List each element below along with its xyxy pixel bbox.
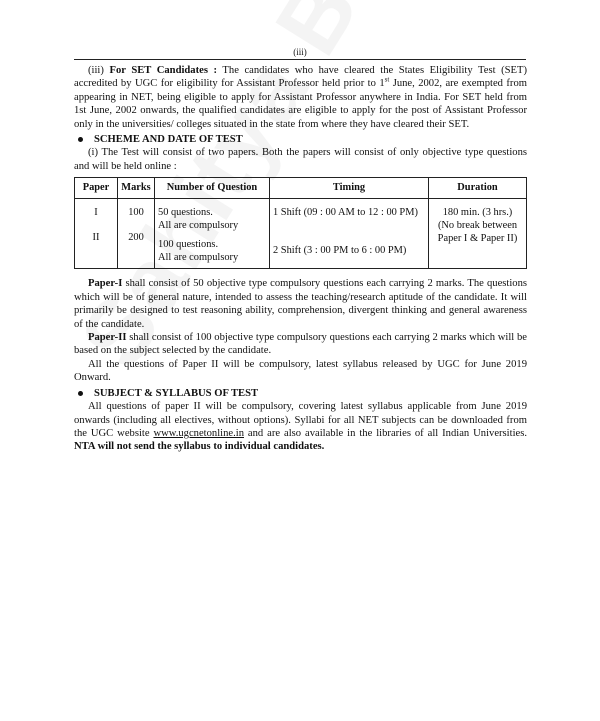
duration-cell (429, 199, 527, 269)
questions-value: 50 questions. (158, 207, 213, 219)
questions-note: All are compulsory (158, 220, 239, 232)
subject-paragraph (74, 400, 527, 454)
col-header-marks: Marks (118, 178, 155, 199)
set-paragraph (74, 64, 527, 131)
set-text-a: The candidates who have cleared the States Eligibility Test (SET) accredited by UGC for eligibility for Assistant Professor held prior to 1 (74, 65, 527, 90)
syllabus-note: All the questions of Paper II will be compulsory, latest syllabus released by UGC for June 2019 Onward. (74, 358, 527, 384)
set-sup: st (384, 75, 390, 84)
scheme-heading (74, 133, 527, 146)
duration-value: 180 min. (3 hrs.) (442, 207, 513, 219)
subject-heading (74, 387, 527, 400)
table-header-row (75, 178, 527, 199)
col-header-timing: Timing (270, 178, 429, 199)
col-header-duration: Duration (429, 178, 527, 199)
subject-text-b: and are also available in the libraries of all Indian Universities. (244, 427, 527, 439)
timing-value: 2 Shift (3 : 00 PM to 6 : 00 PM) (273, 245, 407, 257)
subject-text-a: All questions of paper II will be compulsory, covering latest syllabus applicable from June 2019 onwards (including all electives, without options). Syllabi for all NET subjects can be downloaded from the UGC website (74, 401, 527, 439)
paper2-label: Paper-II (88, 332, 127, 344)
paper-value: I (94, 207, 98, 219)
paper2-paragraph (74, 331, 527, 358)
scheme-intro: (i) The Test will consist of two papers. Both the papers will consist of only objective type questions and will be held online : (74, 147, 527, 172)
marks-value: 100 (128, 207, 144, 219)
bullet-icon (78, 137, 83, 142)
set-lead: (iii) (88, 65, 110, 76)
page-content (74, 64, 527, 454)
page-number: (iii) (293, 47, 307, 57)
questions-value: 100 questions. (158, 238, 219, 250)
duration-note: (No break between (437, 220, 518, 232)
scheme-heading-text: SCHEME AND DATE OF TEST (94, 134, 243, 146)
scheme-table (74, 177, 527, 269)
table-row (75, 199, 527, 269)
subject-heading-text: SUBJECT & SYLLABUS OF TEST (94, 387, 259, 399)
paper-value: II (92, 232, 100, 244)
questions-cell (155, 199, 270, 269)
paper1-text: shall consist of 50 objective type compulsory questions each carrying 2 marks. The questions which will be of general nature, intended to assess the teaching/research aptitude of the candidate. It will primarily be designed to test reasoning ability, comprehension, divergent thinking and general awareness of the candidate. (74, 278, 527, 330)
header-rule (74, 59, 526, 60)
paper1-label: Paper-I (88, 278, 123, 290)
duration-note: Paper I & Paper II) (437, 232, 518, 244)
col-header-paper: Paper (75, 178, 118, 199)
col-header-questions: Number of Question (155, 178, 270, 199)
marks-cell (118, 199, 155, 269)
timing-value: 1 Shift (09 : 00 AM to 12 : 00 PM) (273, 207, 418, 219)
bullet-icon (78, 391, 83, 396)
paper-cell (75, 199, 118, 269)
subject-bold-note: NTA will not send the syllabus to individual candidates. (74, 441, 325, 453)
set-title: For SET Candidates : (109, 65, 218, 76)
paper2-text: shall consist of 100 objective type compulsory questions each carrying 2 marks which will be based on the subject selected by the candidate. (74, 332, 527, 357)
marks-value: 200 (128, 232, 144, 244)
timing-cell (270, 199, 429, 269)
questions-note: All are compulsory (158, 251, 239, 263)
paper1-paragraph (74, 277, 527, 331)
set-text-b: June, 2002, are exempted from appearing in NET, being eligible to apply for Assistant Professor anywhere in India. For SET held from 1st June, 2002 onwards, the qualified candidates are eligible to apply for the post of Assistant Professor only in the universities/ colleges situated in the state from where they have cleared their SET. (74, 78, 527, 130)
ugc-website-link[interactable]: www.ugcnetonline.in (153, 427, 244, 439)
